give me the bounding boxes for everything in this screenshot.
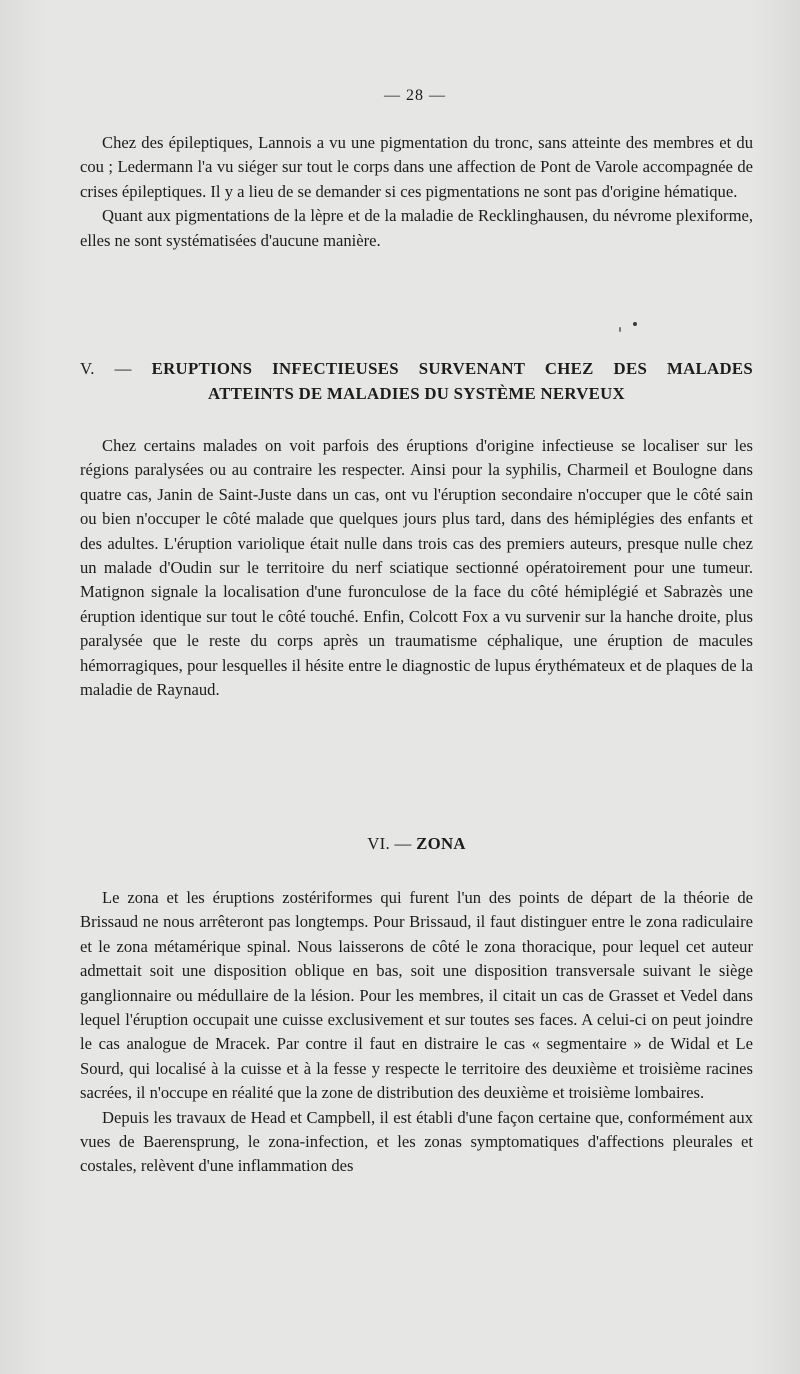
paragraph: Le zona et les éruptions zostériformes qui furent l'un des points de départ de la théorie de Brissaud ne nous arrêteront pas longtemps. Pour Brissaud, il faut distinguer entre le zona radiculaire et le zona métamérique spinal. Nous laisserons de côté le zona thoracique, pour lequel cet auteur admettait soit une disposition oblique en bas, soit une disposition transversale suivant le siège ganglionnaire ou médullaire de la lésion. Pour les membres, il citait un cas de Grasset et Vedel dans lequel l'éruption occupait une cuisse exclusivement et sur toutes ses faces. A celui-ci on peut joindre le cas analogue de Mracek. Par contre il faut en distraire le cas « segmentaire » de Widal et Le Sourd, qui localisé à la cuisse et à la fesse y respecte le territoire des deuxième et troisième racines sacrées, il n'occupe en réalité que la zone de distribution des deuxième et troisième lombaires. <box>80 888 753 1103</box>
section-v-heading-line-1 <box>80 356 753 381</box>
section-v-heading <box>80 356 753 406</box>
section-vi-heading <box>80 831 753 856</box>
section-v-number: V. — <box>80 359 132 378</box>
paragraph: Chez certains malades on voit parfois des éruptions d'origine infectieuse se localiser sur les régions paralysées ou au contraire les respecter. Ainsi pour la syphilis, Charmeil et Boulogne dans quatre cas, Janin de Saint-Juste dans un cas, ont vu l'éruption secondaire n'occuper que le côté sain ou bien n'occuper le côté malade que quelques jours plus tard, dans des hémiplégies des enfants et des adultes. L'éruption variolique était nulle dans trois cas des premiers auteurs, presque nulle chez un malade d'Oudin sur le territoire du nerf sciatique sectionné opératoirement pour une tumeur. Matignon signale la localisation d'une furonculose de la face du côté hémiplégié et Sabrazès une éruption identique sur tout le côté touché. Enfin, Colcott Fox a vu survenir sur la hanche droite, plus paralysée que le reste du corps après un traumatisme céphalique, une éruption de macules hémorragiques, pour lesquelles il hésite entre le diagnostic de lupus érythémateux et de plaques de la maladie de Raynaud. <box>80 436 753 700</box>
section-vi-body <box>80 886 753 1179</box>
section-vi-title: ZONA <box>416 834 466 853</box>
section-v-body <box>80 434 753 702</box>
section-vi-number: VI. — <box>367 834 412 853</box>
section-v-title-line-2: ATTEINTS DE MALADIES DU SYSTÈME NERVEUX <box>208 384 625 403</box>
section-v-title-line-1: ERUPTIONS INFECTIEUSES SURVENANT CHEZ DES MALADES <box>151 359 753 378</box>
page-number: — 28 — <box>384 87 446 104</box>
ink-speck <box>619 327 621 332</box>
ink-speck <box>633 322 637 326</box>
paragraph: Depuis les travaux de Head et Campbell, il est établi d'une façon certaine que, conformément aux vues de Baerensprung, le zona-infection, et les zonas symptomatiques d'affections pleurales et costales, relèvent d'une inflammation des <box>80 1107 753 1176</box>
intro-section <box>80 131 753 253</box>
paragraph: Chez des épileptiques, Lannois a vu une pigmentation du tronc, sans atteinte des membres et du cou ; Ledermann l'a vu siéger sur tout le corps dans une affection de Pont de Varole accompagnée de crises épileptiques. Il y a lieu de se demander si ces pigmentations ne sont pas d'origine hématique. <box>80 133 753 201</box>
paragraph: Quant aux pigmentations de la lèpre et de la maladie de Recklinghausen, du névrome plexiforme, elles ne sont systématisées d'aucune manière. <box>80 206 753 250</box>
